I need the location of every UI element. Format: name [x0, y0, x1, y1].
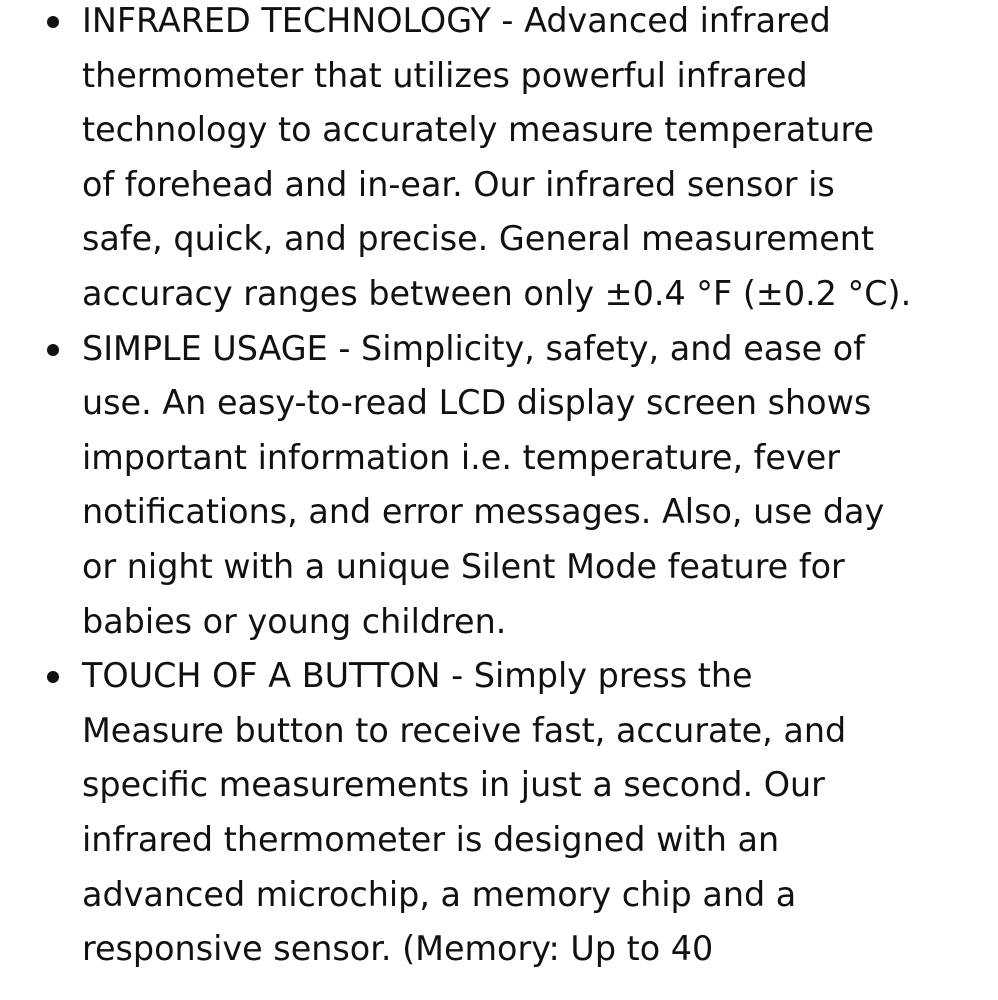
- feature-bullet-simple-usage: [0, 322, 998, 650]
- feature-bullet-touch-of-a-button: [0, 649, 998, 977]
- text-line: safe, quick, and precise. General measurement: [82, 219, 875, 259]
- text-line: or night with a unique Silent Mode feature for: [82, 546, 845, 586]
- text-line: accuracy ranges between only ±0.4 °F (±0.2 °C).: [82, 273, 912, 313]
- text-line: SIMPLE USAGE - Simplicity, safety, and ease of: [82, 328, 865, 368]
- text-line: notifications, and error messages. Also, use day: [82, 492, 885, 532]
- bullet-dot-icon: [47, 16, 59, 28]
- feature-text: [82, 322, 980, 650]
- bullet-dot-icon: [47, 671, 59, 683]
- text-line: babies or young children.: [82, 601, 507, 641]
- text-line: important information i.e. temperature, fever: [82, 437, 841, 477]
- text-line: use. An easy-to-read LCD display screen shows: [82, 383, 872, 423]
- feature-bullet-infrared-technology: [0, 0, 998, 322]
- text-line: of forehead and in-ear. Our infrared sensor is: [82, 164, 835, 204]
- text-line: TOUCH OF A BUTTON - Simply press the: [82, 656, 753, 696]
- text-line: responsive sensor. (Memory: Up to 40: [82, 929, 714, 969]
- text-line: Measure button to receive fast, accurate, and: [82, 710, 847, 750]
- feature-text: [82, 0, 980, 322]
- bullet-dot-icon: [47, 344, 59, 356]
- text-line: INFRARED TECHNOLOGY - Advanced infrared: [82, 1, 831, 40]
- text-line: advanced microchip, a memory chip and a: [82, 874, 797, 914]
- feature-text: [82, 649, 980, 977]
- text-line: infrared thermometer is designed with an: [82, 819, 780, 859]
- text-line: technology to accurately measure temperature: [82, 110, 875, 150]
- text-line: specific measurements in just a second. Our: [82, 765, 825, 805]
- text-line: thermometer that utilizes powerful infrared: [82, 55, 808, 95]
